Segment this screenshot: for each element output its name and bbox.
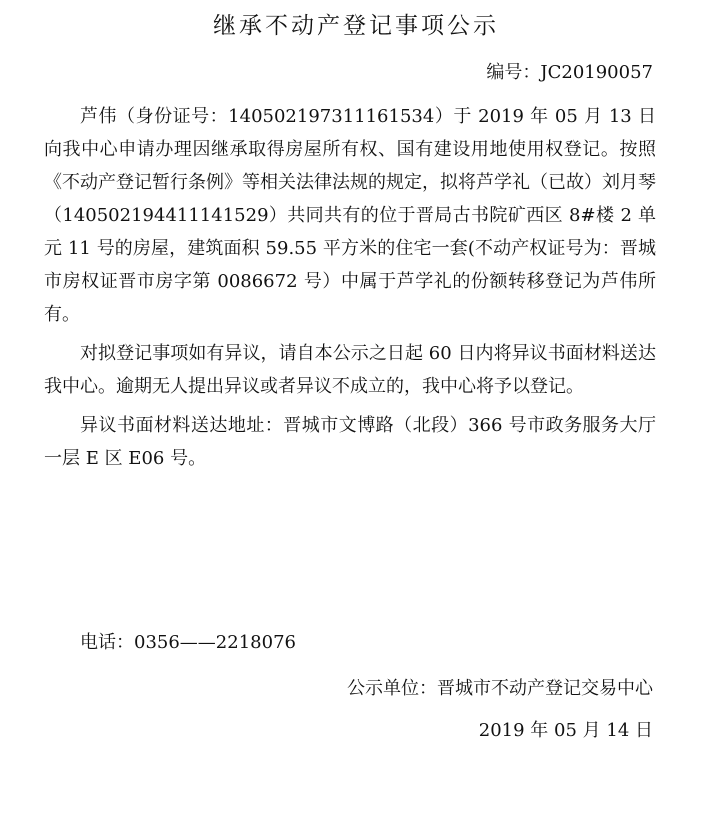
issue-date: 2019 年 05 月 14 日	[478, 720, 653, 741]
paragraph-objection-notice: 对拟登记事项如有异议，请自本公示之日起 60 日内将异议书面材料送达我中心。逾期无人提出异议或者异议不成立的，我中心将予以登记。	[44, 343, 656, 397]
document-number: 编号：JC20190057	[486, 62, 653, 83]
document-title: 继承不动产登记事项公示	[213, 13, 499, 39]
issuing-unit: 公示单位：晋城市不动产登记交易中心	[347, 678, 653, 699]
document-body	[44, 100, 656, 481]
paragraph-application: 芦伟（身份证号：140502197311161534）于 2019 年 05 月 13 日向我中心申请办理因继承取得房屋所有权、国有建设用地使用权登记。按照《不动产登记暂行条例》等相关法律法规的规定，拟将芦学礼（已故）刘月琴（140502194411141529）共同共有的位于晋局古书院矿西区 8#楼 2 单元 11 号的房屋，建筑面积 59.55 平方米的住宅一套(不动产权证号为：晋城市房权证晋市房字第 0086672 号）中属于芦学礼的份额转移登记为芦伟所有。	[44, 106, 656, 325]
paragraph-objection-address: 异议书面材料送达地址：晋城市文博路（北段）366 号市政务服务大厅一层 E 区 E06 号。	[44, 415, 656, 469]
contact-phone: 电话：0356——2218076	[80, 632, 296, 653]
